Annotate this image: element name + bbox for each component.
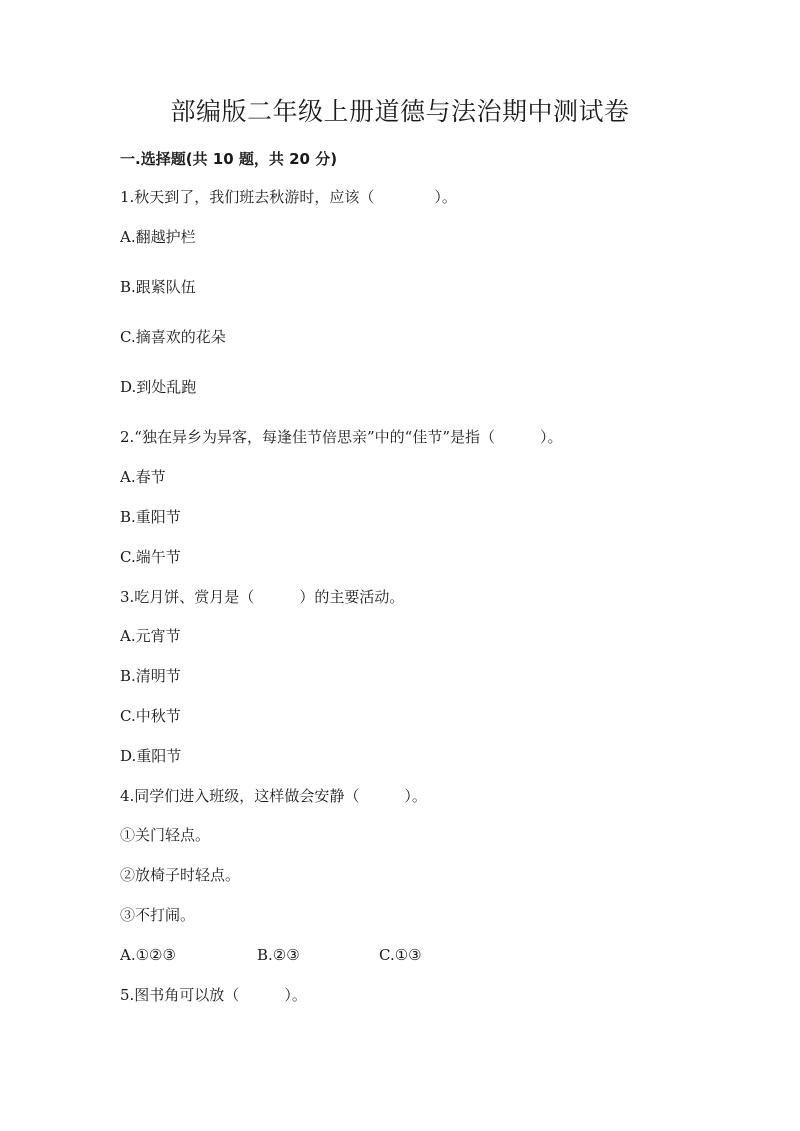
question-5-stem: 5.图书角可以放（ ）。 bbox=[120, 986, 307, 1004]
question-3-option-b: B.清明节 bbox=[120, 667, 181, 685]
question-3-option-d: D.重阳节 bbox=[120, 747, 182, 765]
question-4-stem: 4.同学们进入班级，这样做会安静（ ）。 bbox=[120, 787, 427, 805]
question-1-option-b: B.跟紧队伍 bbox=[120, 278, 196, 296]
question-1-stem: 1.秋天到了，我们班去秋游时，应该（ ）。 bbox=[120, 188, 457, 206]
section-heading: 一.选择题(共 10 题，共 20 分) bbox=[120, 150, 338, 168]
page-title: 部编版二年级上册道德与法治期中测试卷 bbox=[170, 97, 630, 126]
question-2-stem: 2.“独在异乡为异客，每逢佳节倍思亲”中的“佳节”是指（ ）。 bbox=[120, 428, 563, 446]
question-4-statement-3: ③不打闹。 bbox=[120, 906, 196, 924]
question-1-option-d: D.到处乱跑 bbox=[120, 378, 197, 396]
question-4-statement-2: ②放椅子时轻点。 bbox=[120, 866, 241, 884]
question-2-option-a: A.春节 bbox=[120, 468, 166, 486]
question-4-statement-1: ①关门轻点。 bbox=[120, 826, 211, 844]
question-2-option-c: C.端午节 bbox=[120, 548, 181, 566]
question-1-option-c: C.摘喜欢的花朵 bbox=[120, 328, 226, 346]
question-3-option-a: A.元宵节 bbox=[120, 627, 181, 645]
question-4-options bbox=[120, 945, 680, 965]
question-1-option-a: A.翻越护栏 bbox=[120, 228, 196, 246]
question-3-option-c: C.中秋节 bbox=[120, 707, 181, 725]
question-2-option-b: B.重阳节 bbox=[120, 508, 181, 526]
question-4-option-b: B.②③ bbox=[257, 946, 300, 964]
question-3-stem: 3.吃月饼、赏月是（ ）的主要活动。 bbox=[120, 588, 405, 606]
question-4-option-a: A.①②③ bbox=[120, 946, 176, 964]
question-4-option-c: C.①③ bbox=[379, 946, 422, 964]
